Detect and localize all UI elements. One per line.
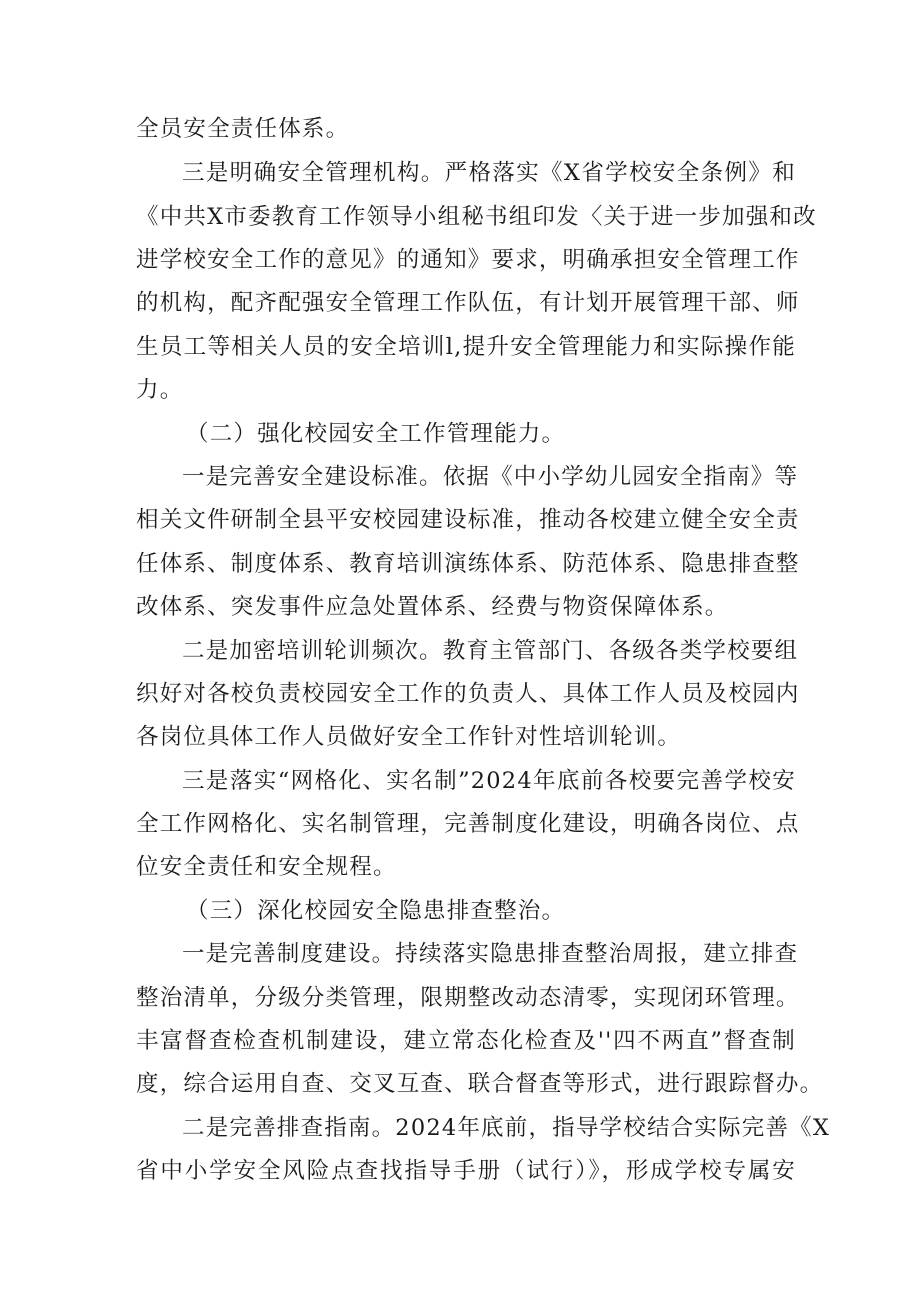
text-line: 位安全责任和安全规程。 <box>136 854 397 880</box>
text-line: 任体系、制度体系、教育培训演练体系、防范体系、隐患排查整 <box>136 551 800 577</box>
text-line: 整治清单，分级分类管理，限期整改动态清零，实现闭环管理。 <box>136 985 800 1011</box>
text-line: 的机构，配齐配强安全管理工作队伍，有计划开展管理干部、师 <box>136 290 800 316</box>
text-line: 全工作网格化、实名制管理，完善制度化建设，明确各岗位、点 <box>136 811 800 837</box>
paragraph-first-line: 一是完善制度建设。持续落实隐患排查整治周报，建立排查 <box>182 941 799 967</box>
text-line: 度，综合运用自查、交叉互查、联合督查等形式，进行跟踪督办。 <box>136 1071 824 1097</box>
text-line: 力。 <box>136 377 184 403</box>
text-line: 丰富督查检查机制建设，建立常态化检查及''四不两直”督查制 <box>136 1028 796 1054</box>
text-line: 《中共X市委教育工作领导小组秘书组印发〈关于进一步加强和改 <box>136 204 817 230</box>
text-line: 进学校安全工作的意见》的通知》要求，明确承担安全管理工作 <box>136 247 800 273</box>
section-heading: （三）深化校园安全隐患排查整治。 <box>186 898 566 924</box>
text-line: 省中小学安全风险点查找指导手册（试行）》，形成学校专属安 <box>136 1158 796 1184</box>
paragraph-first-line: 二是加密培训轮训频次。教育主管部门、各级各类学校要组 <box>182 638 799 664</box>
text-line: 生员工等相关人员的安全培训l,提升安全管理能力和实际操作能 <box>136 334 796 360</box>
paragraph-first-line: 三是落实“网格化、实名制”2024年底前各校要完善学校安 <box>182 768 796 794</box>
paragraph-first-line: 三是明确安全管理机构。严格落实《X省学校安全条例》和 <box>182 160 796 186</box>
text-line: 织好对各校负责校园安全工作的负责人、具体工作人员及校园内 <box>136 681 800 707</box>
section-heading: （二）强化校园安全工作管理能力。 <box>186 421 566 447</box>
text-line: 相关文件研制全县平安校园建设标准，推动各校建立健全安全责 <box>136 507 800 533</box>
text-line: 全员安全责任体系。 <box>136 116 350 142</box>
text-line: 改体系、突发事件应急处置体系、经费与物资保障体系。 <box>136 594 729 620</box>
paragraph-first-line: 一是完善安全建设标准。依据《中小学幼儿园安全指南》等 <box>182 464 799 490</box>
paragraph-first-line: 二是完善排查指南。2024年底前，指导学校结合实际完善《X <box>182 1115 831 1141</box>
text-line: 各岗位具体工作人员做好安全工作针对性培训轮训。 <box>136 724 682 750</box>
